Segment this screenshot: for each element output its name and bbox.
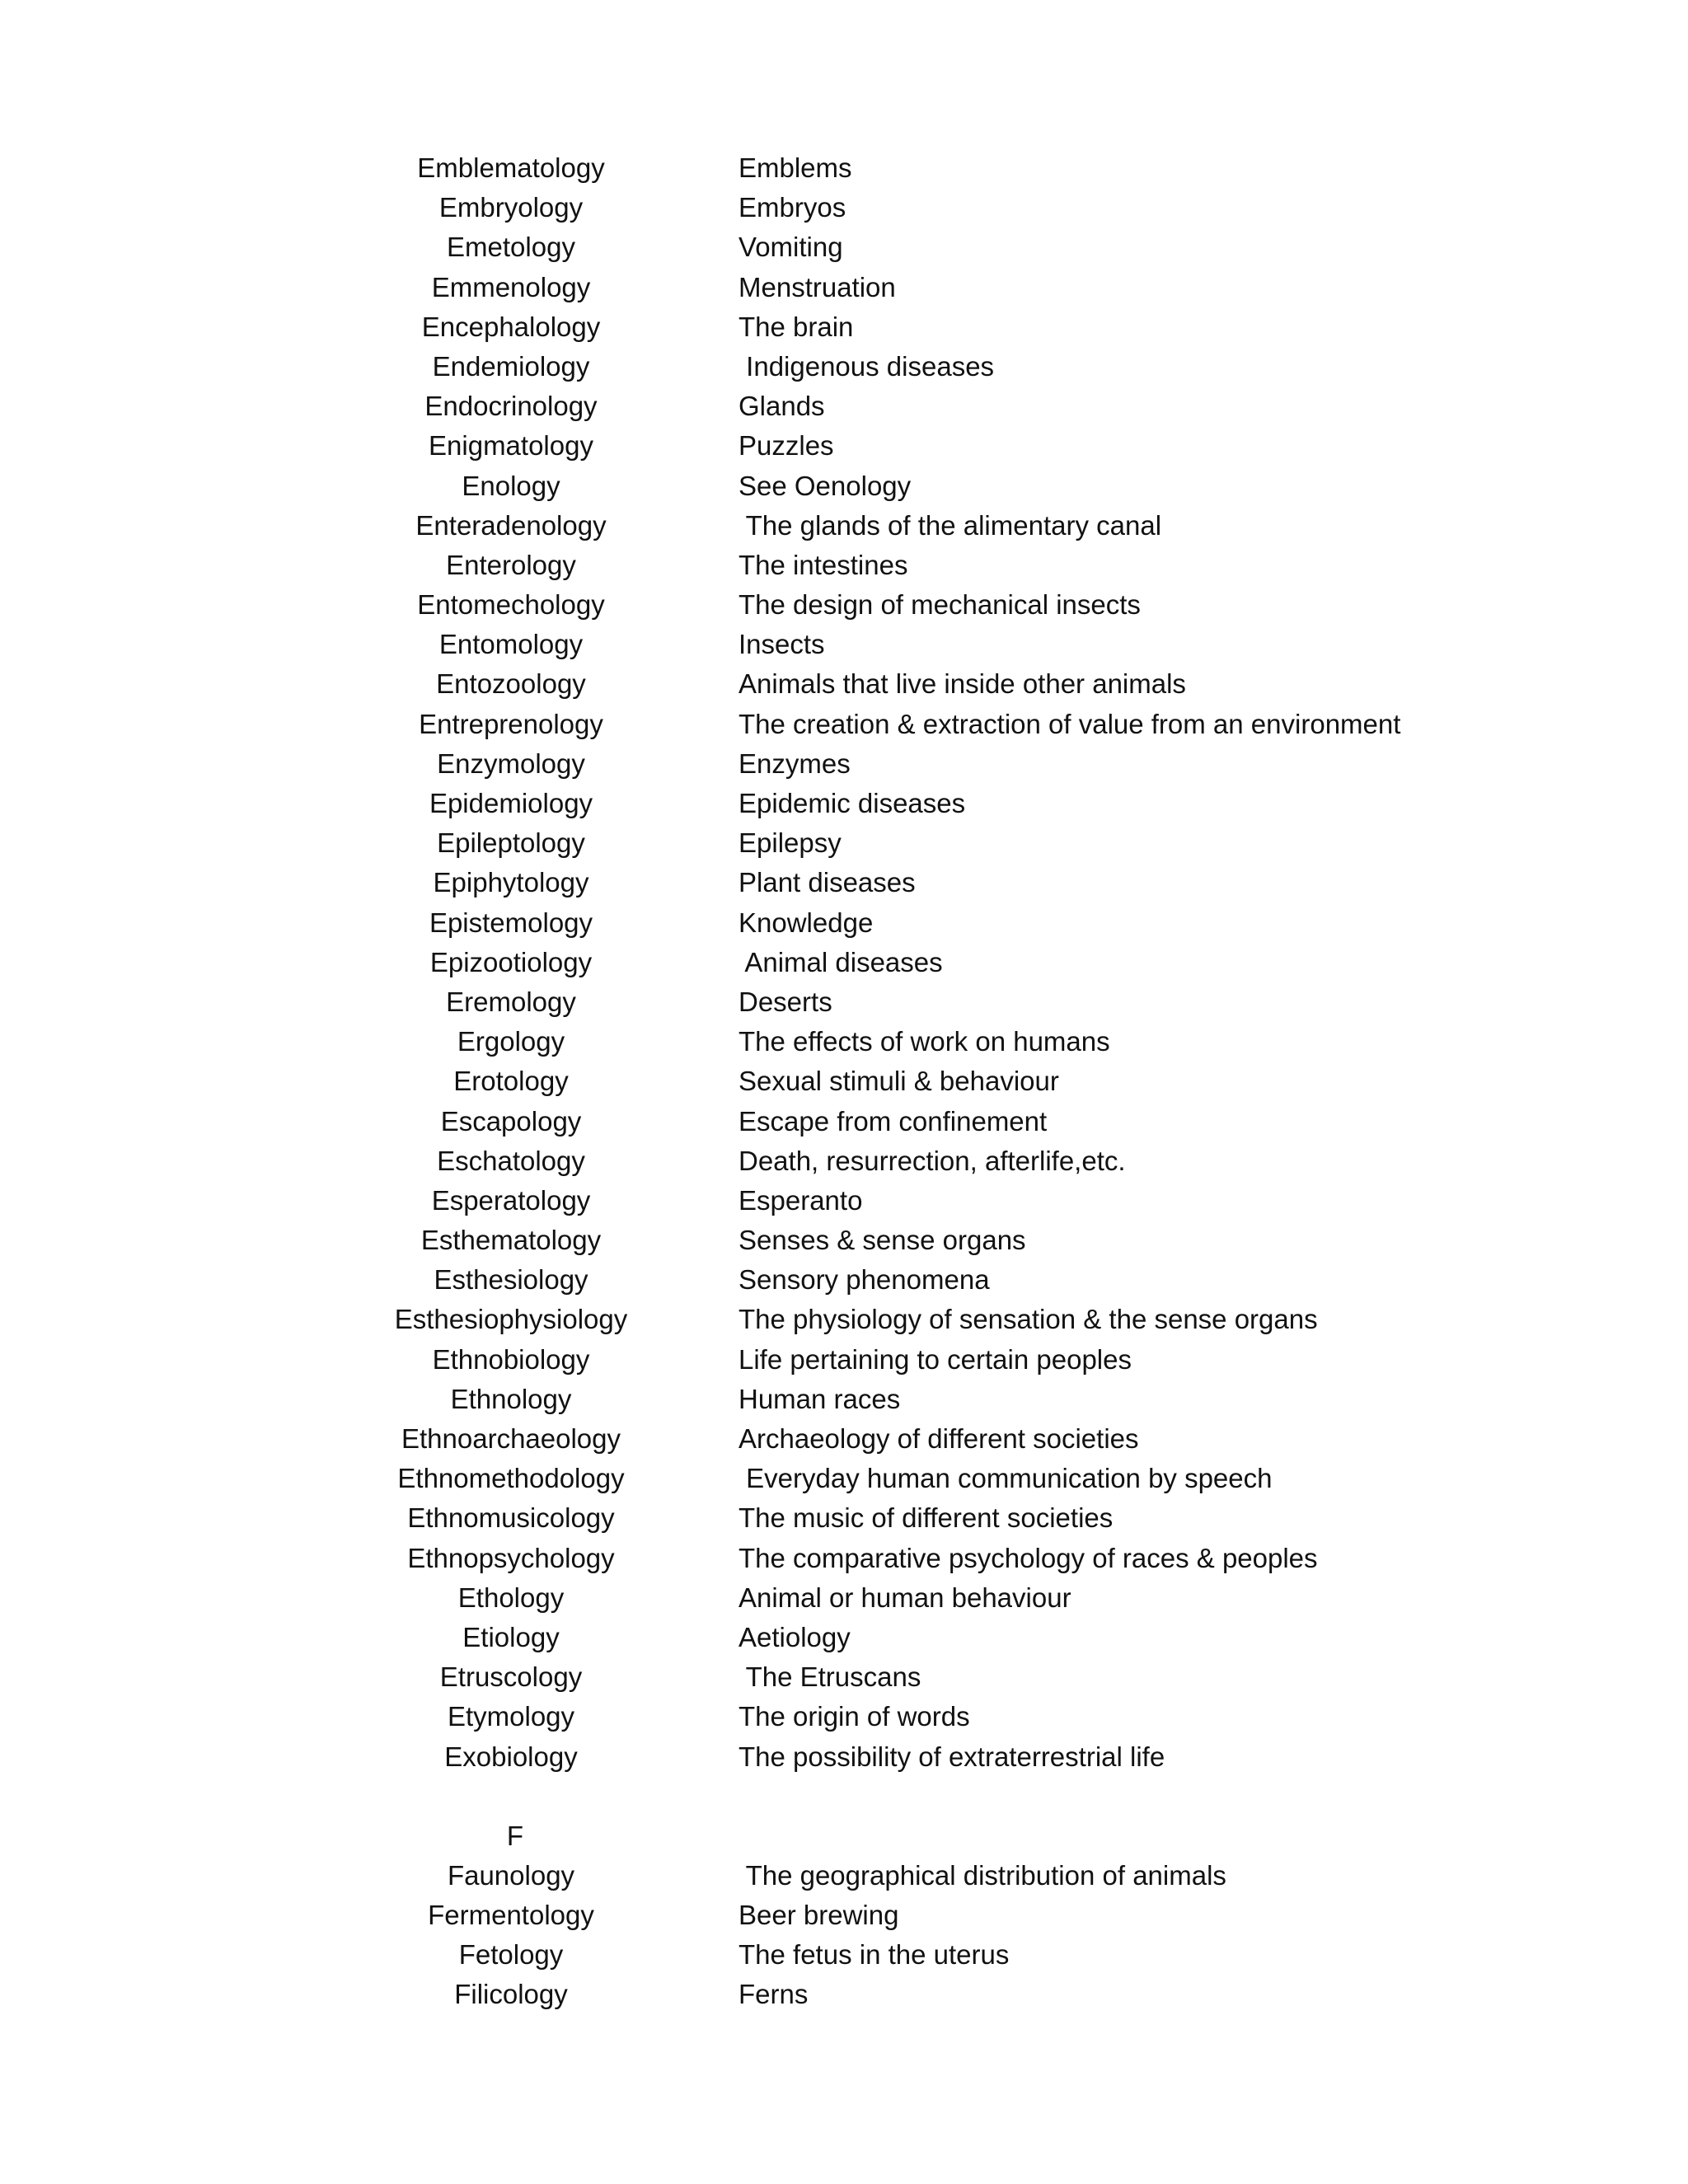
definition: Escape from confinement	[738, 1105, 1048, 1137]
term: Entreprenology	[419, 708, 603, 739]
glossary-row	[0, 823, 1688, 863]
term: Embryology	[438, 192, 584, 223]
definition: The possibility of extraterrestrial life	[738, 1741, 1165, 1772]
glossary-list	[0, 148, 1688, 2015]
glossary-row	[0, 1975, 1688, 2014]
term: Enology	[462, 470, 560, 501]
glossary-row	[0, 1062, 1688, 1101]
glossary-row	[0, 1221, 1688, 1260]
term: Endemiology	[432, 350, 590, 382]
glossary-row	[0, 943, 1688, 982]
definition: The creation & extraction of value from an environment	[738, 708, 1401, 739]
definition: The music of different societies	[738, 1502, 1114, 1534]
glossary-row	[0, 585, 1688, 625]
definition: Insects	[738, 629, 825, 660]
term: Ethnomethodology	[397, 1463, 625, 1494]
glossary-row	[0, 1539, 1688, 1578]
section-f	[0, 1856, 1688, 2015]
definition: Enzymes	[738, 748, 851, 779]
glossary-row	[0, 1578, 1688, 1618]
term: Enigmatology	[429, 430, 593, 462]
glossary-row	[0, 1141, 1688, 1181]
term: Epistemology	[429, 907, 593, 938]
term: Emblematology	[417, 152, 605, 183]
term: Entomology	[438, 629, 584, 660]
definition: The origin of words	[738, 1701, 970, 1732]
term: Ethnopsychology	[407, 1542, 615, 1573]
section-heading: F	[506, 1820, 524, 1851]
definition: Human races	[738, 1383, 901, 1414]
glossary-row	[0, 1618, 1688, 1657]
definition: Menstruation	[738, 271, 896, 302]
glossary-row	[0, 1896, 1688, 1935]
glossary-row	[0, 268, 1688, 307]
glossary-row	[0, 1459, 1688, 1498]
term: Eschatology	[437, 1145, 585, 1176]
term: Enzymology	[437, 748, 585, 779]
term: Escapology	[440, 1105, 582, 1137]
definition: The effects of work on humans	[738, 1026, 1110, 1057]
glossary-row	[0, 863, 1688, 902]
definition: The glands of the alimentary canal	[738, 509, 1162, 541]
definition: See Oenology	[738, 470, 912, 501]
definition: The design of mechanical insects	[738, 589, 1141, 621]
glossary-row	[0, 1737, 1688, 1777]
glossary-row	[0, 387, 1688, 426]
glossary-row	[0, 1340, 1688, 1380]
definition: Aetiology	[738, 1621, 851, 1652]
term: Ethnology	[450, 1383, 572, 1414]
definition: Ferns	[738, 1979, 809, 2010]
glossary-row	[0, 744, 1688, 784]
term: Endocrinology	[424, 391, 598, 422]
definition: Sexual stimuli & behaviour	[738, 1066, 1059, 1097]
definition: Animals that live inside other animals	[738, 668, 1186, 700]
definition: Emblems	[738, 152, 852, 183]
glossary-row	[0, 1657, 1688, 1697]
definition: Life pertaining to certain peoples	[738, 1343, 1132, 1375]
term: Fetology	[458, 1939, 564, 1971]
glossary-row	[0, 1856, 1688, 1896]
glossary-row	[0, 307, 1688, 347]
term: Esthesiology	[434, 1264, 588, 1296]
definition: Everyday human communication by speech	[738, 1463, 1273, 1494]
definition: The physiology of sensation & the sense organs	[738, 1304, 1318, 1335]
term: Esperatology	[431, 1184, 591, 1216]
term: Filicology	[454, 1979, 568, 2010]
definition: Senses & sense organs	[738, 1225, 1026, 1256]
section-f-heading-row	[0, 1816, 1688, 1856]
definition: The comparative psychology of races & peoples	[738, 1542, 1318, 1573]
glossary-row	[0, 1022, 1688, 1062]
definition: Puzzles	[738, 430, 834, 462]
term: Exobiology	[444, 1741, 578, 1772]
glossary-row	[0, 1498, 1688, 1538]
term: Fermentology	[428, 1900, 594, 1931]
term: Emetology	[447, 232, 575, 263]
glossary-row	[0, 347, 1688, 387]
definition: Vomiting	[738, 232, 843, 263]
glossary-row	[0, 625, 1688, 664]
term: Ethnomusicology	[407, 1502, 615, 1534]
definition: The fetus in the uterus	[738, 1939, 1010, 1971]
term: Enteradenology	[415, 509, 607, 541]
term: Epiphytology	[433, 867, 589, 898]
definition: Deserts	[738, 986, 832, 1017]
glossary-row	[0, 1419, 1688, 1459]
definition: The intestines	[738, 549, 908, 580]
glossary-row	[0, 1697, 1688, 1736]
glossary-row	[0, 466, 1688, 506]
term: Etiology	[462, 1621, 560, 1652]
term: Ergology	[457, 1026, 565, 1057]
term: Esthesiophysiology	[394, 1304, 628, 1335]
glossary-row	[0, 188, 1688, 227]
glossary-row	[0, 227, 1688, 267]
definition: Embryos	[738, 192, 846, 223]
glossary-row	[0, 426, 1688, 466]
definition: The Etruscans	[738, 1661, 921, 1693]
term: Ethnobiology	[432, 1343, 590, 1375]
term: Ethology	[457, 1582, 565, 1613]
term: Emmenology	[431, 271, 591, 302]
term: Epizootiology	[429, 946, 593, 977]
glossary-row	[0, 1300, 1688, 1339]
term: Epidemiology	[429, 788, 593, 818]
definition: Indigenous diseases	[738, 350, 995, 382]
term: Entozoology	[436, 668, 586, 700]
term: Enterology	[446, 549, 576, 580]
definition: Animal diseases	[738, 946, 943, 977]
glossary-row	[0, 903, 1688, 943]
section-e	[0, 148, 1688, 1777]
definition: Glands	[738, 391, 825, 422]
term: Encephalology	[421, 311, 601, 342]
definition: Animal or human behaviour	[738, 1582, 1071, 1613]
definition: Archaeology of different societies	[738, 1423, 1139, 1454]
definition: The geographical distribution of animals	[738, 1859, 1226, 1891]
definition: Knowledge	[738, 907, 874, 938]
definition: Death, resurrection, afterlife,etc.	[738, 1145, 1126, 1176]
term: Ethnoarchaeology	[401, 1423, 621, 1454]
term: Esthematology	[420, 1225, 602, 1256]
definition: The brain	[738, 311, 854, 342]
glossary-row	[0, 1260, 1688, 1300]
glossary-row	[0, 705, 1688, 744]
glossary-row	[0, 664, 1688, 704]
definition: Sensory phenomena	[738, 1264, 990, 1296]
glossary-row	[0, 1935, 1688, 1975]
term: Erotology	[453, 1066, 569, 1097]
glossary-row	[0, 546, 1688, 585]
glossary-row	[0, 982, 1688, 1022]
definition: Esperanto	[738, 1184, 863, 1216]
glossary-row	[0, 1181, 1688, 1221]
glossary-row	[0, 148, 1688, 188]
term: Eremology	[446, 986, 576, 1017]
definition: Epilepsy	[738, 827, 842, 859]
glossary-row	[0, 1102, 1688, 1141]
glossary-row	[0, 784, 1688, 823]
section-spacer	[0, 1777, 1688, 1816]
term: Entomechology	[417, 589, 605, 621]
glossary-row	[0, 506, 1688, 546]
term: Faunology	[447, 1859, 575, 1891]
term: Etruscology	[439, 1661, 583, 1693]
definition: Beer brewing	[738, 1900, 899, 1931]
glossary-row	[0, 1380, 1688, 1419]
definition: Epidemic diseases	[738, 788, 966, 818]
term: Epileptology	[437, 827, 585, 859]
definition: Plant diseases	[738, 867, 916, 898]
term: Etymology	[447, 1701, 575, 1732]
